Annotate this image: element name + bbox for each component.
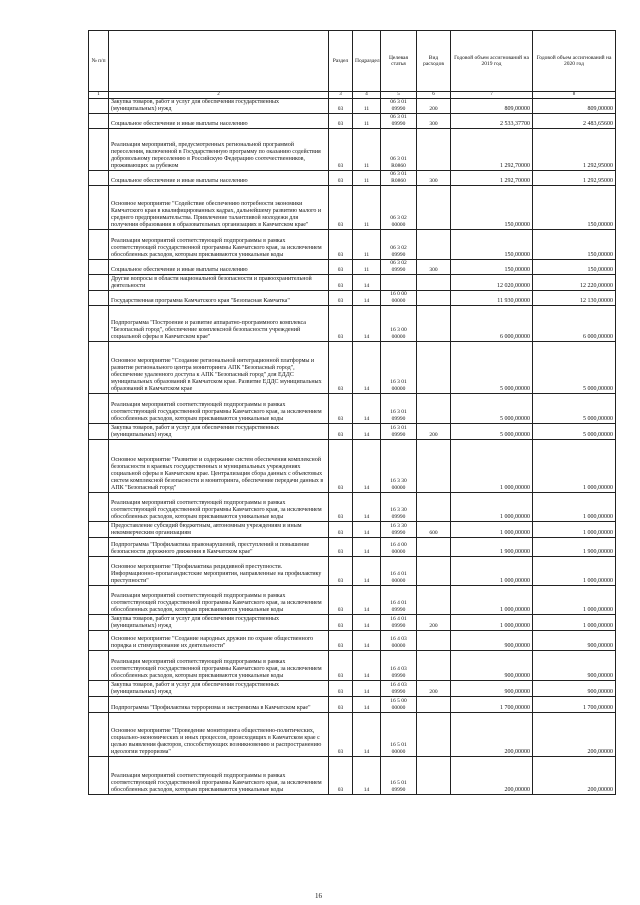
row-2020-cell: 150,00000 [533,186,616,230]
row-csr-cell: 16 3 30 09990 [381,522,417,538]
header-row [89,31,616,92]
row-razdel-cell: 03 [329,275,353,291]
row-2019-cell: 150,00000 [451,186,533,230]
row-csr-cell: 16 5 01 09990 [381,757,417,795]
row-num-cell [89,424,109,440]
table-row [89,129,616,171]
row-csr-cell: 16 5 01 00000 [381,713,417,757]
row-num-cell [89,697,109,713]
row-name-cell: Закупка товаров, работ и услуг для обеспечения государственных (муниципальных) нужд [109,615,329,631]
row-csr-cell: 16 4 01 00000 [381,557,417,586]
row-name-cell: Подпрограмма "Построение и развитие аппаратно-программного комплекса "Безопасный город", обеспечение комплексной безопасности учреждений социальной сферы в Камчатском крае" [109,306,329,342]
row-num-cell [89,260,109,275]
row-2020-cell: 6 000,00000 [533,306,616,342]
row-vr-cell [417,586,451,615]
row-2020-cell: 150,00000 [533,260,616,275]
col-number: 8 [533,92,616,99]
row-num-cell [89,615,109,631]
row-num-cell [89,586,109,615]
row-podrazdel-cell: 14 [353,275,381,291]
row-num-cell [89,522,109,538]
row-csr-cell: 06 3 02 00000 [381,186,417,230]
row-csr-cell: 16 5 00 00000 [381,697,417,713]
row-2020-cell: 5 000,00000 [533,342,616,394]
row-name-cell: Социальное обеспечение и иные выплаты населению [109,260,329,275]
row-podrazdel-cell: 11 [353,99,381,114]
row-vr-cell [417,713,451,757]
header-2020: Годовой объем ассигнований на 2020 год [533,31,616,92]
table-row [89,99,616,114]
row-2020-cell: 12 130,00000 [533,291,616,306]
table-body [89,99,616,795]
row-num-cell [89,538,109,557]
row-podrazdel-cell: 14 [353,586,381,615]
budget-table [88,30,616,795]
row-num-cell [89,557,109,586]
row-2019-cell: 1 000,00000 [451,557,533,586]
row-vr-cell [417,493,451,522]
row-2019-cell: 1 292,70000 [451,171,533,186]
row-vr-cell [417,757,451,795]
column-number-row [89,92,616,99]
row-name-cell: Реализация мероприятий соответствующей подпрограммы в рамках соответствующей государственной программы Камчатского края, за исключением обособленных расходов, которым присваиваются уникальные коды [109,586,329,615]
row-name-cell: Реализация мероприятий соответствующей подпрограммы в рамках соответствующей государственной программы Камчатского края, за исключением обособленных расходов, которым присваиваются уникальные коды [109,394,329,424]
row-razdel-cell: 03 [329,713,353,757]
row-vr-cell: 200 [417,681,451,697]
row-2019-cell: 5 000,00000 [451,342,533,394]
row-num-cell [89,99,109,114]
row-num-cell [89,230,109,260]
budget-table-page [88,30,615,795]
table-row [89,424,616,440]
row-2019-cell: 1 000,00000 [451,586,533,615]
header-2019: Годовой объем ассигнований на 2019 год [451,31,533,92]
table-row [89,651,616,681]
row-razdel-cell: 03 [329,230,353,260]
table-row [89,342,616,394]
row-vr-cell [417,129,451,171]
row-2019-cell: 1 900,00000 [451,538,533,557]
row-razdel-cell: 03 [329,291,353,306]
row-name-cell: Закупка товаров, работ и услуг для обеспечения государственных (муниципальных) нужд [109,424,329,440]
row-2019-cell: 1 000,00000 [451,522,533,538]
row-vr-cell [417,394,451,424]
row-name-cell: Предоставление субсидий бюджетным, автономным учреждениям и иным некоммерческим организациям [109,522,329,538]
row-name-cell: Основное мероприятие "Развитие и содержание систем обеспечения комплексной безопасности в краевых государственных и муниципальных учреждениях социальной сферы в Камчатском крае. Централизация сбора данных с объектовых систем комплексной безопасности и мониторинга, обеспечение передачи данных в АПК "Безопасный город" [109,440,329,493]
row-csr-cell: 06 3 02 09990 [381,260,417,275]
row-vr-cell [417,230,451,260]
row-razdel-cell: 03 [329,651,353,681]
row-podrazdel-cell: 14 [353,342,381,394]
row-razdel-cell: 03 [329,186,353,230]
row-podrazdel-cell: 14 [353,291,381,306]
row-razdel-cell: 03 [329,306,353,342]
row-2019-cell: 2 533,37700 [451,114,533,129]
row-2020-cell: 2 483,65600 [533,114,616,129]
row-csr-cell: 16 0 00 00000 [381,291,417,306]
row-podrazdel-cell: 14 [353,424,381,440]
row-num-cell [89,306,109,342]
row-razdel-cell: 03 [329,557,353,586]
row-2020-cell: 900,00000 [533,651,616,681]
row-num-cell [89,186,109,230]
row-podrazdel-cell: 11 [353,171,381,186]
row-razdel-cell: 03 [329,631,353,651]
row-2019-cell: 150,00000 [451,260,533,275]
col-number: 7 [451,92,533,99]
row-podrazdel-cell: 14 [353,538,381,557]
row-2020-cell: 12 220,00000 [533,275,616,291]
row-name-cell: Государственная программа Камчатского края "Безопасная Камчатка" [109,291,329,306]
row-podrazdel-cell: 14 [353,681,381,697]
row-podrazdel-cell: 14 [353,615,381,631]
row-csr-cell: 06 3 02 09990 [381,230,417,260]
col-number: 2 [109,92,329,99]
row-razdel-cell: 03 [329,424,353,440]
row-vr-cell: 200 [417,424,451,440]
header-csr: Целевая статья [381,31,417,92]
row-vr-cell [417,538,451,557]
row-2020-cell: 1 000,00000 [533,586,616,615]
header-podrazdel: Подраздел [353,31,381,92]
row-2020-cell: 1 000,00000 [533,522,616,538]
row-razdel-cell: 03 [329,114,353,129]
table-row [89,681,616,697]
row-name-cell: Основное мероприятие "Профилактика рецидивной преступности. Информационно-пропагандистские мероприятия, направленные на профилактику преступности" [109,557,329,586]
row-podrazdel-cell: 11 [353,260,381,275]
row-name-cell: Социальное обеспечение и иные выплаты населению [109,114,329,129]
row-name-cell: Подпрограмма "Профилактика терроризма и экстремизма в Камчатском крае" [109,697,329,713]
row-vr-cell [417,440,451,493]
header-name [109,31,329,92]
row-2020-cell: 1 292,95000 [533,129,616,171]
row-razdel-cell: 03 [329,615,353,631]
row-razdel-cell: 03 [329,538,353,557]
row-name-cell: Основное мероприятие "Содействие обеспечению потребности экономики Камчатского края в квалифицированных кадрах, дальнейшему развитию малого и среднего предпринимательства. Привлечение талантливой молодежи для получения образования в образовательных организациях в Камчатском крае" [109,186,329,230]
row-2019-cell: 12 020,00000 [451,275,533,291]
row-name-cell: Закупка товаров, работ и услуг для обеспечения государственных (муниципальных) нужд [109,99,329,114]
row-name-cell: Другие вопросы в области национальной безопасности и правоохранительной деятельности [109,275,329,291]
row-2019-cell: 1 292,70000 [451,129,533,171]
row-podrazdel-cell: 11 [353,129,381,171]
row-razdel-cell: 03 [329,522,353,538]
header-num: № п/п [89,31,109,92]
row-name-cell: Реализация мероприятий соответствующей подпрограммы в рамках соответствующей государственной программы Камчатского края, за исключением обособленных расходов, которым присваиваются уникальные коды [109,757,329,795]
row-2020-cell: 1 000,00000 [533,557,616,586]
col-number: 1 [89,92,109,99]
row-csr-cell: 16 3 01 00000 [381,342,417,394]
row-num-cell [89,114,109,129]
row-vr-cell [417,557,451,586]
row-2020-cell: 1 900,00000 [533,538,616,557]
table-row [89,230,616,260]
col-number: 4 [353,92,381,99]
row-2020-cell: 809,00000 [533,99,616,114]
row-name-cell: Подпрограмма "Профилактика правонарушений, преступлений и повышение безопасности дорожного движения в Камчатском крае" [109,538,329,557]
row-csr-cell: 16 3 00 00000 [381,306,417,342]
row-razdel-cell: 03 [329,440,353,493]
row-podrazdel-cell: 14 [353,306,381,342]
row-podrazdel-cell: 14 [353,522,381,538]
table-row [89,713,616,757]
row-podrazdel-cell: 14 [353,713,381,757]
row-2020-cell: 1 000,00000 [533,440,616,493]
row-2019-cell: 200,00000 [451,757,533,795]
row-2019-cell: 1 000,00000 [451,440,533,493]
row-name-cell: Реализация мероприятий соответствующей подпрограммы в рамках соответствующей государственной программы Камчатского края, за исключением обособленных расходов, которым присваиваются уникальные коды [109,230,329,260]
row-podrazdel-cell: 14 [353,757,381,795]
row-2019-cell: 1 000,00000 [451,615,533,631]
row-2019-cell: 150,00000 [451,230,533,260]
row-num-cell [89,129,109,171]
row-podrazdel-cell: 14 [353,440,381,493]
table-row [89,171,616,186]
header-vr: Вид расходов [417,31,451,92]
row-csr-cell: 16 3 30 00000 [381,440,417,493]
col-number: 5 [381,92,417,99]
table-row [89,291,616,306]
table-row [89,631,616,651]
row-vr-cell [417,342,451,394]
row-num-cell [89,342,109,394]
row-vr-cell [417,186,451,230]
row-vr-cell [417,291,451,306]
row-2019-cell: 11 930,00000 [451,291,533,306]
table-row [89,186,616,230]
row-razdel-cell: 03 [329,99,353,114]
row-2020-cell: 900,00000 [533,631,616,651]
row-csr-cell: 16 4 01 09990 [381,586,417,615]
row-razdel-cell: 03 [329,260,353,275]
row-razdel-cell: 03 [329,171,353,186]
row-2020-cell: 5 000,00000 [533,394,616,424]
row-2019-cell: 900,00000 [451,681,533,697]
table-row [89,538,616,557]
row-name-cell: Социальное обеспечение и иные выплаты населению [109,171,329,186]
row-num-cell [89,275,109,291]
row-2019-cell: 809,00000 [451,99,533,114]
row-name-cell: Основное мероприятие "Проведение мониторинга общественно-политических, социально-экономических и иных процессов, происходящих в Камчатском крае с целью выявления факторов, способствующих возникновению и распространению идеологии терроризма" [109,713,329,757]
table-row [89,757,616,795]
row-vr-cell: 200 [417,615,451,631]
row-podrazdel-cell: 14 [353,394,381,424]
row-csr-cell: 06 3 01 09990 [381,114,417,129]
row-2019-cell: 900,00000 [451,651,533,681]
row-razdel-cell: 03 [329,493,353,522]
row-num-cell [89,493,109,522]
row-csr-cell: 16 4 03 09990 [381,651,417,681]
row-vr-cell [417,697,451,713]
row-name-cell: Основное мероприятие "Создание региональной интеграционной платформы и развитие регионального центра мониторинга АПК "Безопасный город", обеспечение удаленного доступа к АПК "Безопасный город" для ЕДДС муниципальных образований в Камчатском крае. Развитие ЕДДС муниципальных образований в Камчатском крае [109,342,329,394]
row-podrazdel-cell: 14 [353,557,381,586]
row-razdel-cell: 03 [329,342,353,394]
row-vr-cell: 200 [417,99,451,114]
row-vr-cell [417,651,451,681]
row-csr-cell: 16 4 03 09990 [381,681,417,697]
row-vr-cell: 600 [417,522,451,538]
row-csr-cell: 16 3 30 09990 [381,493,417,522]
row-2020-cell: 900,00000 [533,681,616,697]
row-2020-cell: 1 000,00000 [533,615,616,631]
row-vr-cell: 300 [417,260,451,275]
row-num-cell [89,681,109,697]
row-2020-cell: 200,00000 [533,713,616,757]
row-razdel-cell: 03 [329,129,353,171]
row-num-cell [89,171,109,186]
row-num-cell [89,440,109,493]
row-podrazdel-cell: 11 [353,186,381,230]
table-row [89,260,616,275]
row-2020-cell: 1 000,00000 [533,493,616,522]
row-razdel-cell: 03 [329,394,353,424]
table-row [89,114,616,129]
row-razdel-cell: 03 [329,681,353,697]
row-podrazdel-cell: 11 [353,114,381,129]
table-row [89,306,616,342]
row-2020-cell: 200,00000 [533,757,616,795]
row-2019-cell: 1 700,00000 [451,697,533,713]
row-vr-cell [417,631,451,651]
row-podrazdel-cell: 14 [353,631,381,651]
col-number: 6 [417,92,451,99]
row-vr-cell: 300 [417,114,451,129]
row-podrazdel-cell: 14 [353,651,381,681]
row-razdel-cell: 03 [329,697,353,713]
row-vr-cell: 300 [417,171,451,186]
row-csr-cell: 16 4 03 00000 [381,631,417,651]
row-name-cell: Основное мероприятие "Создание народных дружин по охране общественного порядка и стимулирование их деятельности" [109,631,329,651]
row-vr-cell [417,306,451,342]
row-podrazdel-cell: 14 [353,697,381,713]
table-row [89,493,616,522]
page-number: 16 [315,892,322,900]
table-row [89,440,616,493]
row-num-cell [89,631,109,651]
row-num-cell [89,291,109,306]
row-name-cell: Реализация мероприятий, предусмотренных региональной программой переселения, включенной в Государственную программу по оказанию содействия добровольному переселению в Российскую Федерацию соотечественников, проживающих за рубежом [109,129,329,171]
row-csr-cell: 16 4 01 09990 [381,615,417,631]
row-2020-cell: 150,00000 [533,230,616,260]
table-row [89,586,616,615]
row-num-cell [89,651,109,681]
row-2019-cell: 900,00000 [451,631,533,651]
row-2019-cell: 5 000,00000 [451,424,533,440]
row-num-cell [89,394,109,424]
table-row [89,557,616,586]
row-vr-cell [417,275,451,291]
row-2020-cell: 1 700,00000 [533,697,616,713]
row-num-cell [89,757,109,795]
row-num-cell [89,713,109,757]
table-row [89,275,616,291]
row-csr-cell: 16 3 01 09990 [381,424,417,440]
row-razdel-cell: 03 [329,757,353,795]
row-2019-cell: 200,00000 [451,713,533,757]
table-row [89,697,616,713]
row-podrazdel-cell: 14 [353,493,381,522]
row-csr-cell: 16 4 00 00000 [381,538,417,557]
row-2020-cell: 5 000,00000 [533,424,616,440]
row-csr-cell: 06 3 01 09990 [381,99,417,114]
row-csr-cell [381,275,417,291]
header-razdel: Раздел [329,31,353,92]
row-razdel-cell: 03 [329,586,353,615]
row-podrazdel-cell: 11 [353,230,381,260]
row-name-cell: Закупка товаров, работ и услуг для обеспечения государственных (муниципальных) нужд [109,681,329,697]
row-2019-cell: 1 000,00000 [451,493,533,522]
table-row [89,522,616,538]
row-csr-cell: 06 3 01 R0860 [381,129,417,171]
row-2019-cell: 5 000,00000 [451,394,533,424]
table-row [89,394,616,424]
row-2019-cell: 6 000,00000 [451,306,533,342]
row-csr-cell: 16 3 01 09990 [381,394,417,424]
row-2020-cell: 1 292,95000 [533,171,616,186]
row-csr-cell: 06 3 01 R0860 [381,171,417,186]
row-name-cell: Реализация мероприятий соответствующей подпрограммы в рамках соответствующей государственной программы Камчатского края, за исключением обособленных расходов, которым присваиваются уникальные коды [109,493,329,522]
col-number: 3 [329,92,353,99]
row-name-cell: Реализация мероприятий соответствующей подпрограммы в рамках соответствующей государственной программы Камчатского края, за исключением обособленных расходов, которым присваиваются уникальные коды [109,651,329,681]
table-row [89,615,616,631]
